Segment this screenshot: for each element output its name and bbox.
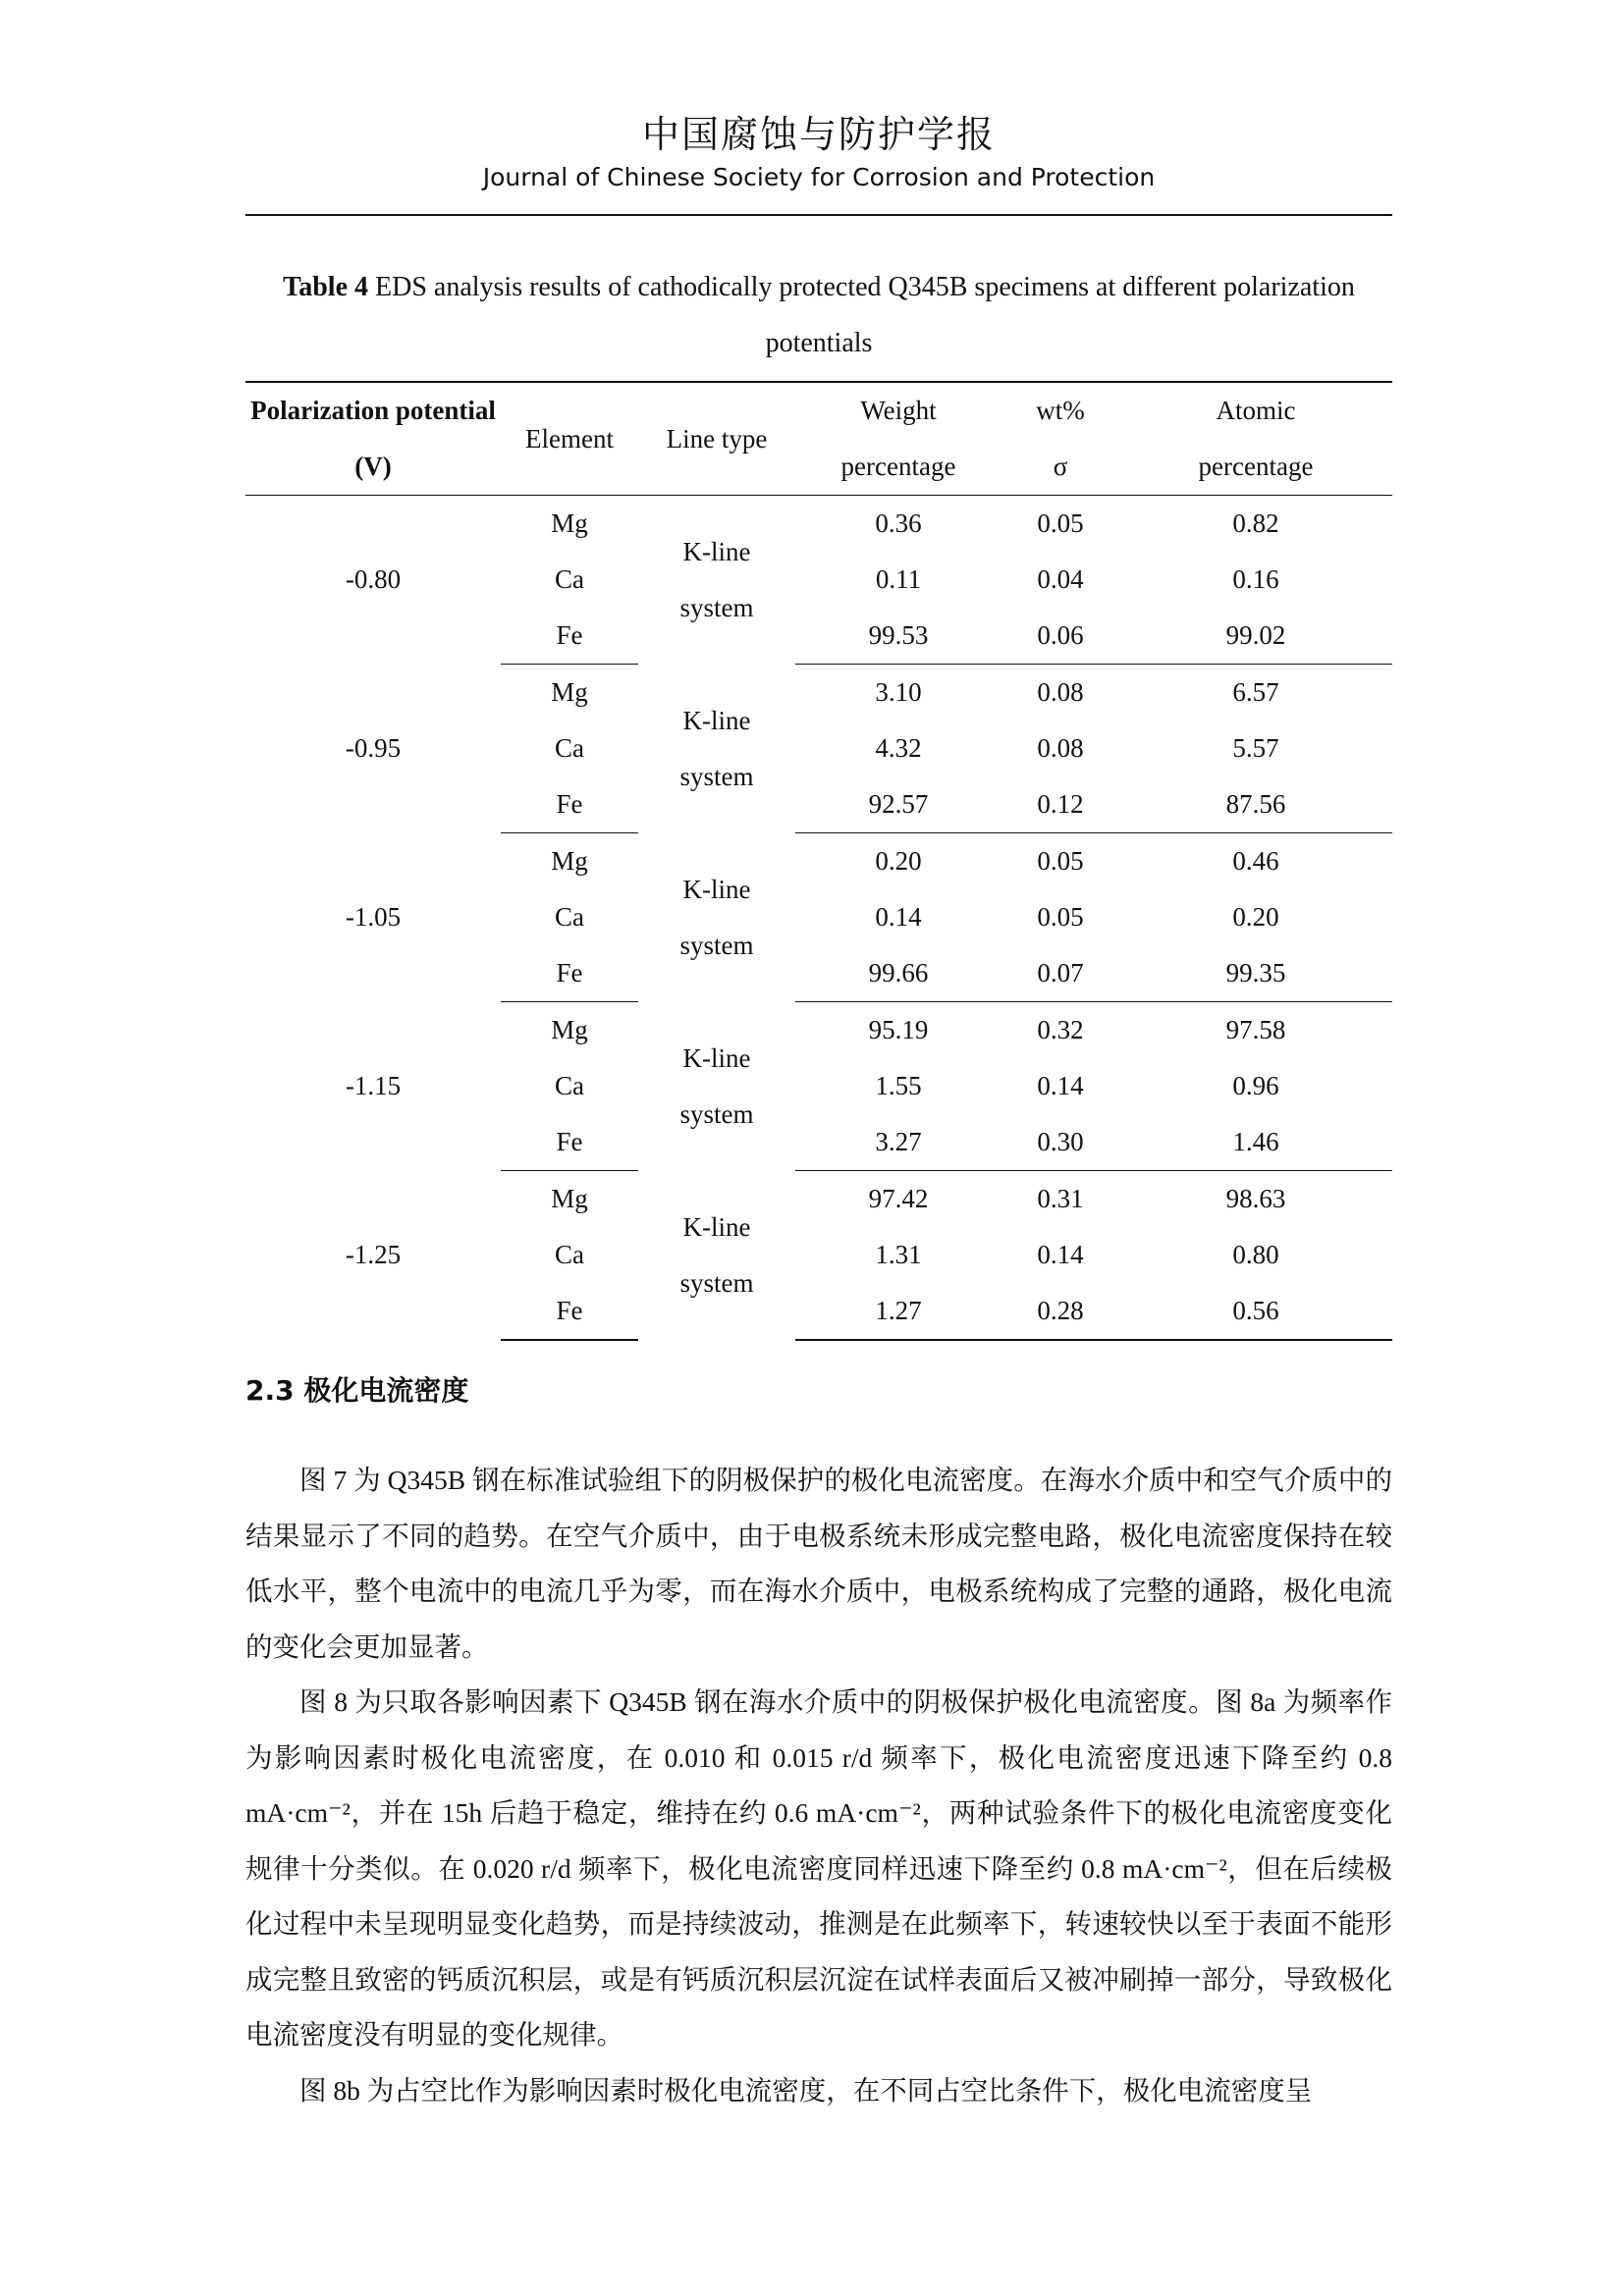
journal-title-en: Journal of Chinese Society for Corrosion and Protection [482, 163, 1156, 191]
table-row [245, 496, 1392, 553]
cell-line-type [638, 833, 795, 1002]
cell-weight: 3.27 [795, 1114, 1001, 1171]
cell-potential: -1.25 [345, 1240, 402, 1270]
cell-atomic: 0.80 [1232, 1240, 1279, 1269]
cell-atomic: 87.56 [1119, 776, 1392, 833]
cell-element: Fe [501, 1114, 638, 1171]
cell-element: Mg [551, 508, 588, 538]
cell-sigma: 0.30 [1001, 1114, 1119, 1171]
cell-sigma: 0.04 [1037, 564, 1084, 594]
cell-sigma: 0.06 [1001, 608, 1119, 665]
cell-weight: 99.53 [795, 608, 1001, 665]
cell-atomic: 99.02 [1119, 608, 1392, 665]
cell-element: Fe [501, 776, 638, 833]
journal-title-cn: 中国腐蚀与防护学报 [641, 113, 996, 156]
cell-atomic: 99.35 [1119, 945, 1392, 1002]
line-type-text: system [679, 930, 754, 960]
cell-sigma: 0.14 [1037, 1240, 1084, 1269]
line-type-text: system [679, 1098, 754, 1129]
line-type-text: K-line [682, 874, 751, 904]
cell-element: Ca [555, 1071, 584, 1100]
cell-atomic: 1.46 [1119, 1114, 1392, 1171]
cell-weight: 97.42 [868, 1184, 929, 1213]
paragraph: 图 8 为只取各影响因素下 Q345B 钢在海水介质中的阴极保护极化电流密度。图 8a 为频率作为影响因素时极化电流密度，在 0.010 和 0.015 r/d 频率下，极化电流密度迅速下降至约 0.8 mA·cm⁻²，并在 15h 后趋于稳定，维持在约 0.6 mA·cm⁻²，两种试验条件下的极化电流密度变化规律十分类似。在 0.020 r/d 频率下，极化电流密度同样迅速下降至约 0.8 mA·cm⁻²，但在后续极化过程中未呈现明显变化趋势，而是持续波动，推测是在此频率下，转速较快以至于表面不能形成完整且致密的钙质沉积层，或是有钙质沉积层沉淀在试样表面后又被冲刷掉一部分，导致极化电流密度没有明显的变化规律。 [245, 1686, 1392, 2050]
cell-atomic: 0.16 [1232, 564, 1279, 594]
cell-potential: -0.95 [345, 733, 402, 763]
table-row [245, 1002, 1392, 1059]
table-body [245, 496, 1392, 1341]
table-caption [245, 259, 1392, 371]
cell-line-type [638, 665, 795, 833]
cell-atomic: 0.46 [1232, 846, 1279, 876]
cell-element: Ca [555, 564, 584, 594]
table-header-row [245, 382, 1392, 496]
section-heading: 2.3 极化电流密度 [245, 1374, 469, 1407]
line-type-text: K-line [682, 536, 751, 566]
cell-sigma: 0.05 [1037, 902, 1084, 932]
cell-line-type [638, 496, 795, 665]
table-caption-text: EDS analysis results of cathodically protected Q345B specimens at different polarization potentials [368, 272, 1355, 358]
line-type-text: K-line [682, 1211, 751, 1242]
cell-line-type [638, 1002, 795, 1171]
cell-sigma: 0.08 [1037, 677, 1084, 707]
cell-weight: 95.19 [868, 1015, 929, 1044]
cell-element: Ca [555, 902, 584, 932]
cell-element: Mg [551, 1184, 588, 1213]
cell-line-type [638, 1171, 795, 1341]
cell-sigma: 0.07 [1001, 945, 1119, 1002]
table-caption-label: Table 4 [283, 272, 368, 302]
table-row [245, 1171, 1392, 1228]
col-header-line-type: Line type [638, 382, 795, 496]
cell-element: Ca [555, 733, 584, 763]
col-header-weight: Weight percentage [795, 382, 1001, 496]
line-type-text: system [679, 761, 754, 791]
cell-weight: 3.10 [875, 677, 922, 707]
cell-weight: 0.14 [875, 902, 922, 932]
cell-atomic: 0.20 [1232, 902, 1279, 932]
cell-atomic: 0.96 [1232, 1071, 1279, 1100]
cell-atomic: 0.82 [1232, 508, 1279, 538]
table-row [245, 665, 1392, 721]
cell-element: Ca [555, 1240, 584, 1269]
cell-sigma: 0.05 [1037, 508, 1084, 538]
table-row [245, 833, 1392, 890]
cell-sigma: 0.31 [1037, 1184, 1084, 1213]
cell-weight: 99.66 [795, 945, 1001, 1002]
header-divider [245, 214, 1392, 216]
cell-atomic: 6.57 [1232, 677, 1279, 707]
cell-sigma: 0.05 [1037, 846, 1084, 876]
cell-potential: -1.05 [345, 902, 402, 932]
cell-sigma: 0.28 [1001, 1283, 1119, 1340]
cell-potential: -0.80 [345, 564, 402, 595]
paragraph: 图 7 为 Q345B 钢在标准试验组下的阴极保护的极化电流密度。在海水介质中和空气介质中的结果显示了不同的趋势。在空气介质中，由于电极系统未形成完整电路，极化电流密度保持在较低水平，整个电流中的电流几乎为零，而在海水介质中，电极系统构成了完整的通路，极化电流的变化会更加显著。 [245, 1465, 1392, 1662]
cell-weight: 1.55 [875, 1071, 922, 1100]
cell-sigma: 0.12 [1001, 776, 1119, 833]
col-header-sigma: wt% σ [1001, 382, 1119, 496]
cell-sigma: 0.14 [1037, 1071, 1084, 1100]
cell-weight: 0.36 [875, 508, 922, 538]
cell-element: Fe [501, 608, 638, 665]
cell-weight: 92.57 [795, 776, 1001, 833]
journal-header [245, 110, 1392, 194]
cell-element: Mg [551, 677, 588, 707]
col-header-element: Element [501, 382, 638, 496]
cell-weight: 0.11 [875, 564, 922, 594]
line-type-text: system [679, 1267, 754, 1298]
cell-atomic: 98.63 [1225, 1184, 1286, 1213]
cell-element: Fe [501, 1283, 638, 1340]
cell-sigma: 0.32 [1037, 1015, 1084, 1044]
col-header-potential: Polarization potential (V) [245, 382, 501, 496]
line-type-text: K-line [682, 1042, 751, 1073]
cell-element: Mg [551, 1015, 588, 1044]
cell-atomic: 0.56 [1119, 1283, 1392, 1340]
cell-weight: 0.20 [875, 846, 922, 876]
cell-weight: 1.27 [795, 1283, 1001, 1340]
cell-sigma: 0.08 [1037, 733, 1084, 763]
cell-potential: -1.15 [345, 1071, 402, 1100]
cell-atomic: 5.57 [1232, 733, 1279, 763]
line-type-text: K-line [682, 705, 751, 735]
line-type-text: system [679, 592, 754, 622]
body-text [245, 1453, 1392, 2118]
paragraph: 图 8b 为占空比作为影响因素时极化电流密度，在不同占空比条件下，极化电流密度呈 [299, 2074, 1313, 2106]
cell-element: Mg [551, 846, 588, 876]
cell-weight: 1.31 [875, 1240, 922, 1269]
cell-weight: 4.32 [875, 733, 922, 763]
col-header-atomic: Atomic percentage [1119, 382, 1392, 496]
eds-table [245, 381, 1392, 1341]
cell-atomic: 97.58 [1225, 1015, 1286, 1044]
cell-element: Fe [501, 945, 638, 1002]
